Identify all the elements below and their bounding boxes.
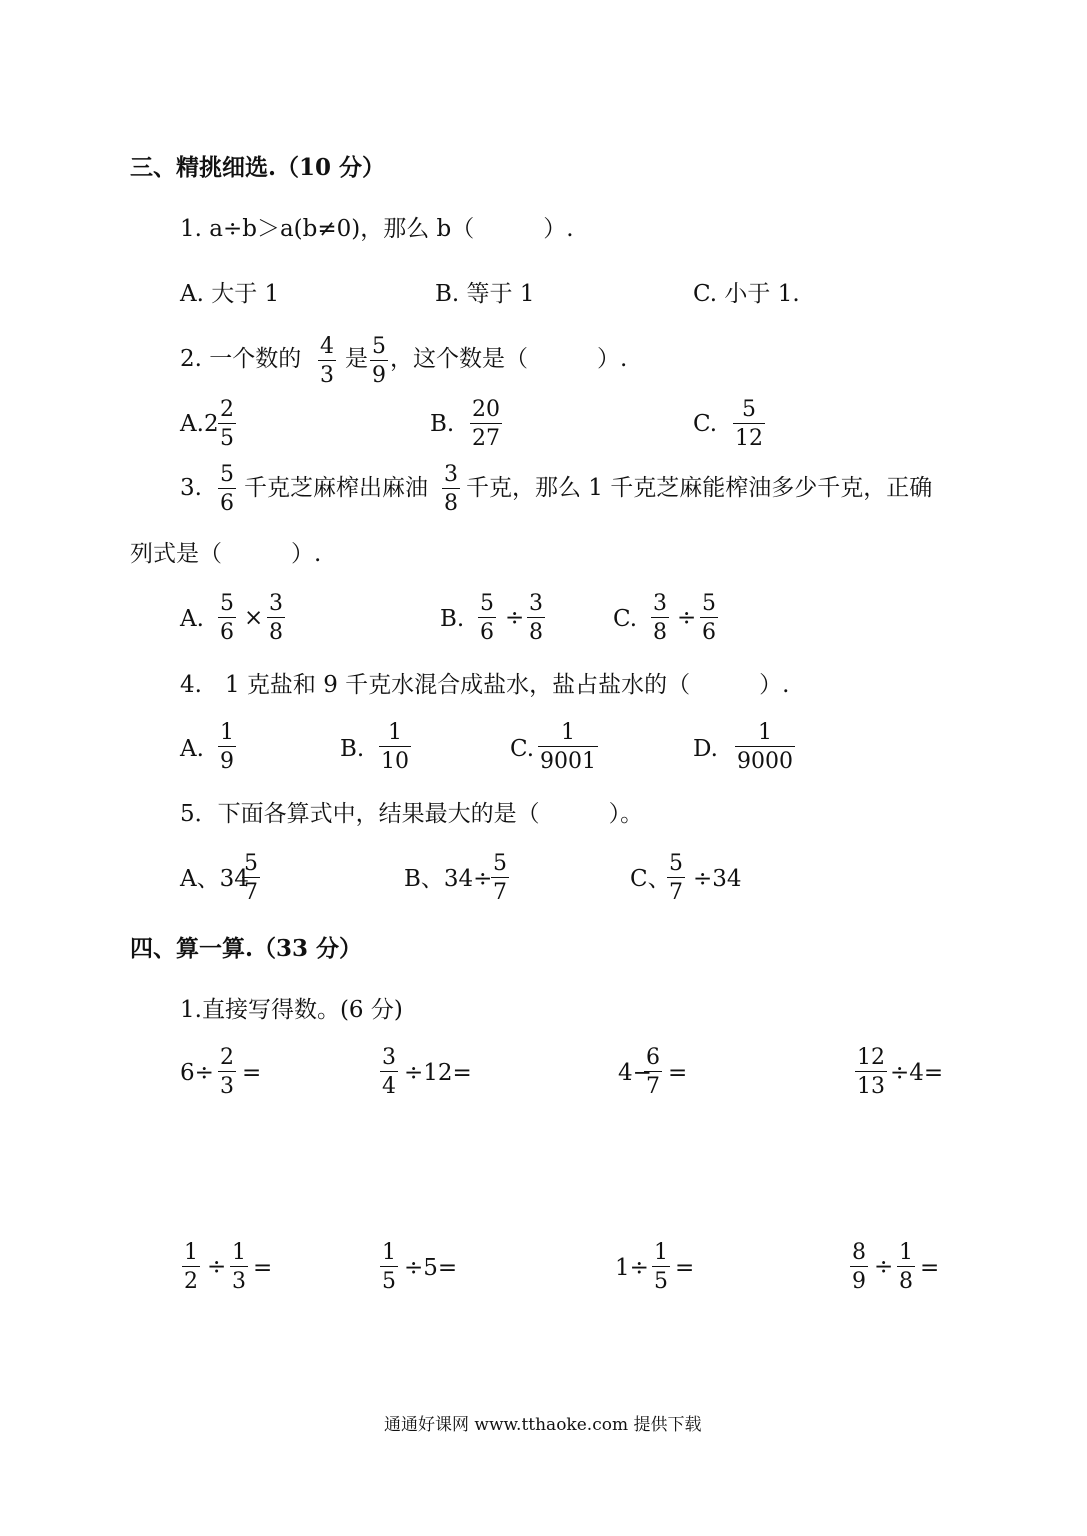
- q2-stem-pre: 2. 一个数的: [180, 346, 302, 372]
- q3-option-c-fraction-1: [651, 591, 669, 645]
- q3-option-a-operator: ×: [244, 605, 264, 631]
- q3-option-c-operator: ÷: [677, 605, 697, 631]
- expr-8-den-1: 9: [850, 1266, 868, 1294]
- q2-option-c-fraction: [733, 397, 765, 451]
- section3-title: 三、精挑细选.（10 分）: [130, 154, 386, 181]
- q3-option-a-den-1: 6: [218, 617, 236, 645]
- q5-option-b-den: 7: [491, 877, 509, 905]
- q4-option-b-num: 1: [388, 720, 402, 745]
- q2-stem-mid: 是: [345, 346, 368, 372]
- q4-option-d-num: 1: [758, 720, 772, 745]
- q2-option-a-whole: 2: [204, 411, 219, 437]
- q3-option-b-den-2: 8: [527, 617, 545, 645]
- expr-8-post: =: [920, 1255, 940, 1281]
- q3-option-c-den-1: 8: [651, 617, 669, 645]
- expr-6-den: 5: [380, 1266, 398, 1294]
- expr-1-fraction: [218, 1045, 236, 1099]
- q2-option-b-label: B.: [430, 411, 455, 437]
- q1-option-b: B. 等于 1: [435, 281, 535, 307]
- q4-option-b-fraction: [379, 720, 411, 774]
- expr-2-fraction: [380, 1045, 398, 1099]
- q3-option-b-den-1: 6: [478, 617, 496, 645]
- expr-7-num: 1: [654, 1240, 668, 1265]
- q2-fraction-1: [318, 334, 336, 388]
- q3-option-a-num-1: 5: [220, 591, 234, 616]
- expr-5-num-1: 1: [184, 1240, 198, 1265]
- expr-5-den-2: 3: [230, 1266, 248, 1294]
- q5-option-b-fraction: [491, 851, 509, 905]
- q3-option-a-den-2: 8: [267, 617, 285, 645]
- q2-option-b-den: 27: [470, 423, 502, 451]
- expr-1-post: =: [242, 1060, 262, 1086]
- expr-6-fraction: [380, 1240, 398, 1294]
- expr-5-num-2: 1: [232, 1240, 246, 1265]
- expr-1-num: 2: [220, 1045, 234, 1070]
- expr-8-num-2: 1: [899, 1240, 913, 1265]
- q2-option-a-num: 2: [220, 397, 234, 422]
- q4-option-a-den: 9: [218, 746, 236, 774]
- expr-5-den-1: 2: [182, 1266, 200, 1294]
- expr-2-den: 4: [380, 1071, 398, 1099]
- expr-8-operator: ÷: [874, 1254, 894, 1280]
- q4-option-a-num: 1: [220, 720, 234, 745]
- q3-fraction-1-num: 5: [220, 462, 234, 487]
- q4-option-d-fraction: [735, 720, 795, 774]
- q3-option-c-fraction-2: [700, 591, 718, 645]
- q4-option-b-label: B.: [340, 736, 365, 762]
- q3-option-a-fraction-1: [218, 591, 236, 645]
- expr-7-fraction: [652, 1240, 670, 1294]
- q4-option-d-den: 9000: [735, 746, 795, 774]
- expr-8-den-2: 8: [897, 1266, 915, 1294]
- q3-option-a-fraction-2: [267, 591, 285, 645]
- expr-3-den: 7: [644, 1071, 662, 1099]
- q3-option-a-label: A.: [180, 606, 204, 632]
- q5-option-c-label: C、: [630, 866, 671, 892]
- section4-subtitle-1: 1.直接写得数。(6 分): [180, 997, 403, 1023]
- q3-fraction-2-den: 8: [442, 488, 460, 516]
- q4-option-c-den: 9001: [538, 746, 598, 774]
- expr-3-fraction: [644, 1045, 662, 1099]
- q3-option-b-num-1: 5: [480, 591, 494, 616]
- q3-option-c-num-2: 5: [702, 591, 716, 616]
- q5-option-a-den: 7: [242, 877, 260, 905]
- q3-option-b-label: B.: [440, 606, 465, 632]
- expr-6-post: ÷5=: [404, 1255, 458, 1281]
- q5-option-b-label: B、34÷: [404, 866, 493, 892]
- q5-option-a-fraction: [242, 851, 260, 905]
- expr-1-den: 3: [218, 1071, 236, 1099]
- expr-5-operator: ÷: [207, 1254, 227, 1280]
- q3-stem-pre: 3.: [180, 475, 202, 501]
- page-footer: 通通好课网 www.tthaoke.com 提供下载: [384, 1415, 702, 1435]
- expr-4-fraction: [855, 1045, 887, 1099]
- expr-2-post: ÷12=: [404, 1060, 472, 1086]
- expr-3-post: =: [668, 1060, 688, 1086]
- q3-fraction-1: [218, 462, 236, 516]
- q2-option-a-label: A.: [180, 411, 204, 437]
- q2-option-b-num: 20: [472, 397, 500, 422]
- expr-3-pre: 4−: [618, 1060, 652, 1086]
- q3-fraction-2-num: 3: [444, 462, 458, 487]
- q4-stem: 4. 1 克盐和 9 千克水混合成盐水，盐占盐水的（ ）.: [180, 672, 790, 698]
- q5-option-c-post: ÷34: [693, 866, 742, 892]
- q3-stem-line2: 列式是（ ）.: [130, 541, 322, 567]
- expr-8-fraction-2: [897, 1240, 915, 1294]
- q2-fraction-2: [370, 334, 388, 388]
- q5-option-a-label: A、34: [180, 866, 249, 892]
- q5-option-a-num: 5: [244, 851, 258, 876]
- expr-2-num: 3: [382, 1045, 396, 1070]
- expr-8-num-1: 8: [852, 1240, 866, 1265]
- q4-option-a-label: A.: [180, 736, 204, 762]
- q3-option-b-fraction-1: [478, 591, 496, 645]
- q4-option-c-fraction: [538, 720, 598, 774]
- q3-option-b-fraction-2: [527, 591, 545, 645]
- q3-option-b-operator: ÷: [505, 605, 525, 631]
- q4-option-a-fraction: [218, 720, 236, 774]
- q2-option-a-den: 5: [218, 423, 236, 451]
- q4-option-b-den: 10: [379, 746, 411, 774]
- q3-fraction-1-den: 6: [218, 488, 236, 516]
- expr-8-fraction-1: [850, 1240, 868, 1294]
- q2-option-c-den: 12: [733, 423, 765, 451]
- q5-option-c-num: 5: [669, 851, 683, 876]
- expr-7-pre: 1÷: [615, 1255, 649, 1281]
- q2-stem-post: ，这个数是（ ）.: [390, 346, 628, 372]
- expr-4-den: 13: [855, 1071, 887, 1099]
- expr-6-num: 1: [382, 1240, 396, 1265]
- expr-1-pre: 6÷: [180, 1060, 214, 1086]
- q2-option-a-fraction: [218, 397, 236, 451]
- q4-option-d-label: D.: [693, 736, 718, 762]
- expr-5-post: =: [253, 1255, 273, 1281]
- q2-option-c-num: 5: [742, 397, 756, 422]
- q2-option-b-fraction: [470, 397, 502, 451]
- q2-fraction-2-den: 9: [370, 360, 388, 388]
- expr-5-fraction-2: [230, 1240, 248, 1294]
- q2-option-c-label: C.: [693, 411, 718, 437]
- q2-fraction-1-den: 3: [318, 360, 336, 388]
- q3-option-c-label: C.: [613, 606, 638, 632]
- expr-5-fraction-1: [182, 1240, 200, 1294]
- q3-option-c-den-2: 6: [700, 617, 718, 645]
- q3-fraction-2: [442, 462, 460, 516]
- expr-4-num: 12: [857, 1045, 885, 1070]
- q1-option-c: C. 小于 1.: [693, 281, 800, 307]
- q2-fraction-1-num: 4: [320, 334, 334, 359]
- q4-option-c-label: C.: [510, 736, 535, 762]
- q3-stem-mid: 千克芝麻榨出麻油: [244, 475, 428, 501]
- q5-stem: 5．下面各算式中，结果最大的是（ ）。: [180, 801, 644, 827]
- q5-option-c-fraction: [667, 851, 685, 905]
- q4-option-c-num: 1: [561, 720, 575, 745]
- q3-option-c-num-1: 3: [653, 591, 667, 616]
- q1-stem: 1. a÷b＞a(b≠0)，那么 b（ ）.: [180, 216, 574, 242]
- q5-option-b-num: 5: [493, 851, 507, 876]
- q3-option-b-num-2: 3: [529, 591, 543, 616]
- q1-option-a: A. 大于 1: [180, 281, 280, 307]
- section4-title: 四、算一算.（33 分）: [130, 935, 363, 962]
- q5-option-c-den: 7: [667, 877, 685, 905]
- q3-option-a-num-2: 3: [269, 591, 283, 616]
- q2-fraction-2-num: 5: [372, 334, 386, 359]
- q3-stem-post: 千克，那么 1 千克芝麻能榨油多少千克，正确: [466, 475, 933, 501]
- expr-7-post: =: [675, 1255, 695, 1281]
- expr-4-post: ÷4=: [890, 1060, 944, 1086]
- expr-7-den: 5: [652, 1266, 670, 1294]
- expr-3-num: 6: [646, 1045, 660, 1070]
